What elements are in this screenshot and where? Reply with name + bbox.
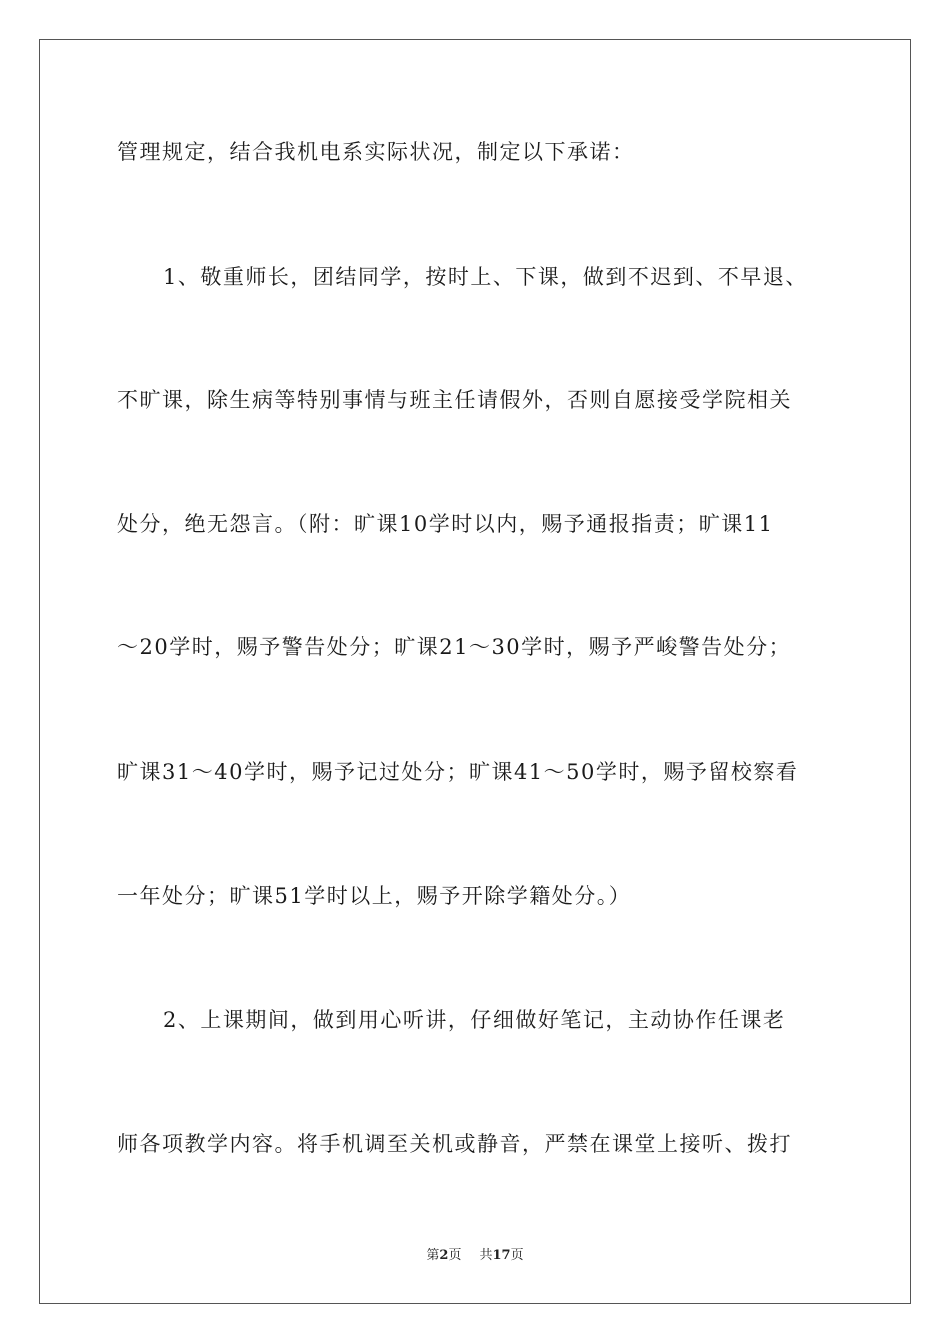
- text-line-8: 2、上课期间，做到用心听讲，仔细做好笔记，主动协作任课老: [163, 1008, 786, 1032]
- footer-page-prefix: 第: [426, 1248, 440, 1263]
- page-footer: [0, 1248, 950, 1264]
- text-line-1: 管理规定，结合我机电系实际状况，制定以下承诺：: [117, 140, 635, 164]
- text-line-5: ～20学时，赐予警告处分；旷课21～30学时，赐予严峻警告处分；: [117, 635, 792, 659]
- footer-total-prefix: 共: [479, 1248, 493, 1263]
- text-line-2: 1、敬重师长，团结同学，按时上、下课，做到不迟到、不早退、: [163, 265, 808, 289]
- text-line-6: 旷课31～40学时，赐予记过处分；旷课41～50学时，赐予留校察看: [117, 760, 799, 784]
- text-line-7: 一年处分；旷课51学时以上，赐予开除学籍处分。）: [117, 884, 632, 908]
- text-line-4: 处分，绝无怨言。（附：旷课10学时以内，赐予通报指责；旷课11: [117, 512, 774, 536]
- footer-total-suffix: 页: [510, 1248, 524, 1263]
- footer-page-suffix: 页: [448, 1248, 462, 1263]
- text-line-9: 师各项教学内容。将手机调至关机或静音，严禁在课堂上接听、拨打: [117, 1132, 792, 1156]
- text-line-3: 不旷课，除生病等特别事情与班主任请假外，否则自愿接受学院相关: [117, 388, 792, 412]
- footer-total-pages: 17: [492, 1248, 511, 1263]
- footer-page-number: 2: [439, 1248, 449, 1263]
- page-frame: [39, 39, 911, 1304]
